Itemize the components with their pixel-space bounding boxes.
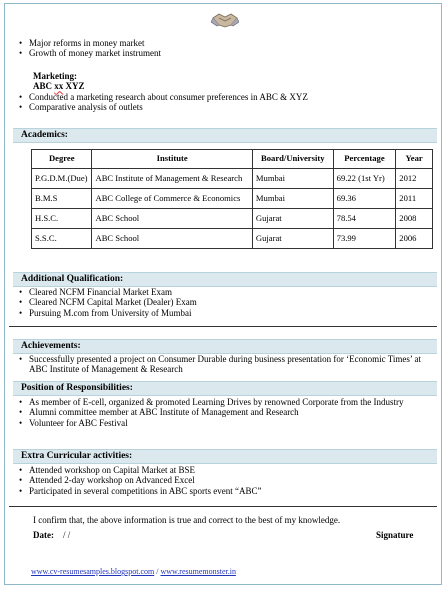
table-row [32,169,433,189]
list-item: • Attended workshop on Capital Market at BSE [5,465,441,475]
list-item: • Conducted a marketing research about consumer preferences in ABC & XYZ [5,92,441,102]
marketing-company [5,81,441,91]
table-cell: ABC Institute of Management & Research [92,169,252,189]
table-cell: 2008 [396,209,433,229]
table-cell: 2011 [396,189,433,209]
table-cell: Mumbai [252,169,333,189]
divider [9,326,437,327]
footer-links [31,567,236,576]
table-cell: 69.36 [333,189,396,209]
table-row [32,209,433,229]
signature-label: Signature [376,530,414,540]
marketing-bullets [5,92,441,113]
date-value: / / [63,530,71,540]
date-label: Date: [33,530,54,540]
marketing-section [5,71,441,112]
company-prefix: ABC [33,81,55,92]
table-cell: ABC School [92,209,252,229]
additional-bullets [5,287,441,318]
extracurricular-bullets [5,465,441,496]
column-header: Year [396,150,433,169]
table-cell: Gujarat [252,229,333,249]
list-item: • Volunteer for ABC Festival [5,418,433,428]
list-item: • Successfully presented a project on Consumer Durable during business presentation for ‘Economic Times’ at ABC Institute of Management & Research [5,354,433,375]
column-header: Percentage [333,150,396,169]
table-header-row [32,150,433,169]
footer-link[interactable]: www.resumemonster.in [160,567,236,576]
table-cell: 78.54 [333,209,396,229]
footer-link[interactable]: www.cv-resumesamples.blogspot.com [31,567,155,576]
responsibilities-heading: Position of Responsibilities: [13,381,437,396]
table-cell: 2006 [396,229,433,249]
list-item: • Alumni committee member at ABC Institute of Management and Research [5,407,433,417]
responsibilities-bullets [5,397,433,428]
additional-heading: Additional Qualification: [13,272,437,287]
list-item: • Major reforms in money market [5,38,441,48]
table-cell: Mumbai [252,189,333,209]
table-cell: ABC School [92,229,252,249]
marketing-title: Marketing: [33,71,77,81]
table-row [32,189,433,209]
declaration-text: I confirm that, the above information is true and correct to the best of my knowledge. [33,515,341,525]
table-cell: S.S.C. [32,229,92,249]
resume-page [4,3,442,585]
company-suffix: XYZ [63,81,85,92]
list-item: • Pursuing M.com from University of Mumbai [5,308,441,318]
extracurricular-heading: Extra Curricular activities: [13,449,437,464]
column-header: Degree [32,150,92,169]
academics-table [31,149,433,249]
list-item: • Cleared NCFM Capital Market (Dealer) Exam [5,297,441,307]
top-bullet-list [5,38,441,59]
list-item: • Cleared NCFM Financial Market Exam [5,287,441,297]
table-cell: Gujarat [252,209,333,229]
list-item: • As member of E-cell, organized & promoted Learning Drives by renowned Corporate from the Industry [5,397,433,407]
list-item: • Attended 2-day workshop on Advanced Excel [5,475,441,485]
column-header: Board/University [252,150,333,169]
achievements-heading: Achievements: [13,339,437,354]
list-item: • Participated in several competitions in ABC sports event “ABC” [5,486,441,496]
divider [9,506,437,507]
table-row [32,229,433,249]
company-misspelled: xx [54,81,64,92]
table-cell: ABC College of Commerce & Economics [92,189,252,209]
table-cell: 73.99 [333,229,396,249]
table-cell: P.G.D.M.(Due) [32,169,92,189]
table-cell: B.M.S [32,189,92,209]
academics-heading: Academics: [13,128,437,143]
handshake-icon [211,8,239,32]
column-header: Institute [92,150,252,169]
achievements-bullets [5,354,433,375]
table-cell: 2012 [396,169,433,189]
table-cell: H.S.C. [32,209,92,229]
list-item: • Growth of money market instrument [5,48,441,58]
table-cell: 69.22 (1st Yr) [333,169,396,189]
footer-separator: / [154,567,161,576]
list-item: • Comparative analysis of outlets [5,102,441,112]
